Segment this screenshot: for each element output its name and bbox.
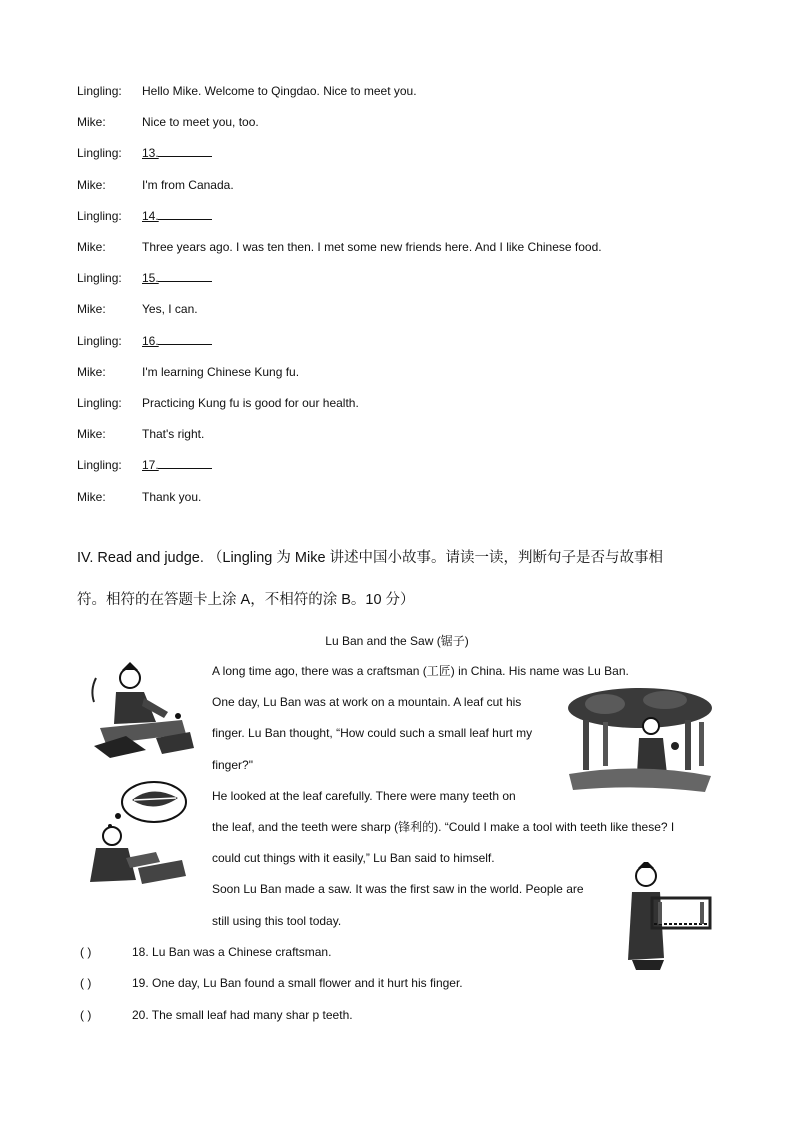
speaker: Mike:	[77, 365, 106, 379]
speaker: Mike:	[77, 178, 106, 192]
story-line: could cut things with it easily,” Lu Ban said to himself.	[212, 851, 495, 865]
section-heading-line1: IV. Read and judge. （Lingling 为 Mike 讲述中国小故事。请读一读，判断句子是否与故事相	[77, 550, 664, 566]
dialogue-text: Hello Mike. Welcome to Qingdao. Nice to meet you.	[142, 84, 417, 98]
dialogue-text: That's right.	[142, 427, 205, 441]
speaker: Mike:	[77, 240, 106, 254]
speaker: Mike:	[77, 115, 106, 129]
lu-ban-under-tree-illustration	[565, 686, 715, 796]
speaker: Lingling:	[77, 146, 122, 160]
dialogue-text: Thank you.	[142, 490, 202, 504]
lu-ban-thinking-illustration	[82, 776, 192, 886]
question-text: 18. Lu Ban was a Chinese craftsman.	[132, 945, 332, 959]
dialogue-text: Nice to meet you, too.	[142, 115, 259, 129]
speaker: Lingling:	[77, 209, 122, 223]
story-line: finger?"	[212, 758, 253, 772]
story-line: still using this tool today.	[212, 914, 342, 928]
answer-paren[interactable]: ( )	[80, 1008, 92, 1022]
story-line: finger. Lu Ban thought, “How could such a small leaf hurt my	[212, 726, 533, 740]
story-line: the leaf, and the teeth were sharp (锋利的). “Could I make a tool with teeth like these? I	[212, 820, 675, 834]
story-title: Lu Ban and the Saw (锯子)	[325, 634, 469, 648]
story-line: One day, Lu Ban was at work on a mountain. A leaf cut his	[212, 695, 522, 709]
judge-question-20	[80, 1006, 353, 1024]
question-text: 20. The small leaf had many shar p teeth.	[132, 1008, 353, 1022]
answer-blank[interactable]: 13.	[142, 144, 212, 162]
answer-blank[interactable]: 14.	[142, 207, 212, 225]
speaker: Mike:	[77, 490, 106, 504]
answer-paren[interactable]: ( )	[80, 945, 92, 959]
dialogue-text: Practicing Kung fu is good for our health.	[142, 396, 359, 410]
story-line: He looked at the leaf carefully. There were many teeth on	[212, 789, 516, 803]
dialogue-text: I'm learning Chinese Kung fu.	[142, 365, 300, 379]
lu-ban-working-illustration	[86, 658, 198, 760]
speaker: Mike:	[77, 427, 106, 441]
judge-question-19	[80, 974, 463, 992]
speaker: Lingling:	[77, 396, 122, 410]
dialogue-text: Three years ago. I was ten then. I met some new friends here. And I like Chinese food.	[142, 240, 602, 254]
question-text: 19. One day, Lu Ban found a small flower and it hurt his finger.	[132, 976, 463, 990]
section-heading-line2: 符。相符的在答题卡上涂 A，不相符的涂 B。10 分）	[77, 592, 415, 608]
story-line: Soon Lu Ban made a saw. It was the first saw in the world. People are	[212, 882, 584, 896]
lu-ban-with-saw-illustration	[618, 862, 718, 972]
speaker: Lingling:	[77, 458, 122, 472]
story-line: A long time ago, there was a craftsman (工匠) in China. His name was Lu Ban.	[212, 664, 629, 678]
judge-question-18	[80, 943, 331, 961]
dialogue-text: I'm from Canada.	[142, 178, 234, 192]
answer-blank[interactable]: 16.	[142, 332, 212, 350]
answer-blank[interactable]: 17.	[142, 456, 212, 474]
speaker: Lingling:	[77, 334, 122, 348]
answer-blank[interactable]: 15.	[142, 269, 212, 287]
dialogue-text: Yes, I can.	[142, 302, 198, 316]
speaker: Lingling:	[77, 84, 122, 98]
speaker: Mike:	[77, 302, 106, 316]
speaker: Lingling:	[77, 271, 122, 285]
answer-paren[interactable]: ( )	[80, 976, 92, 990]
